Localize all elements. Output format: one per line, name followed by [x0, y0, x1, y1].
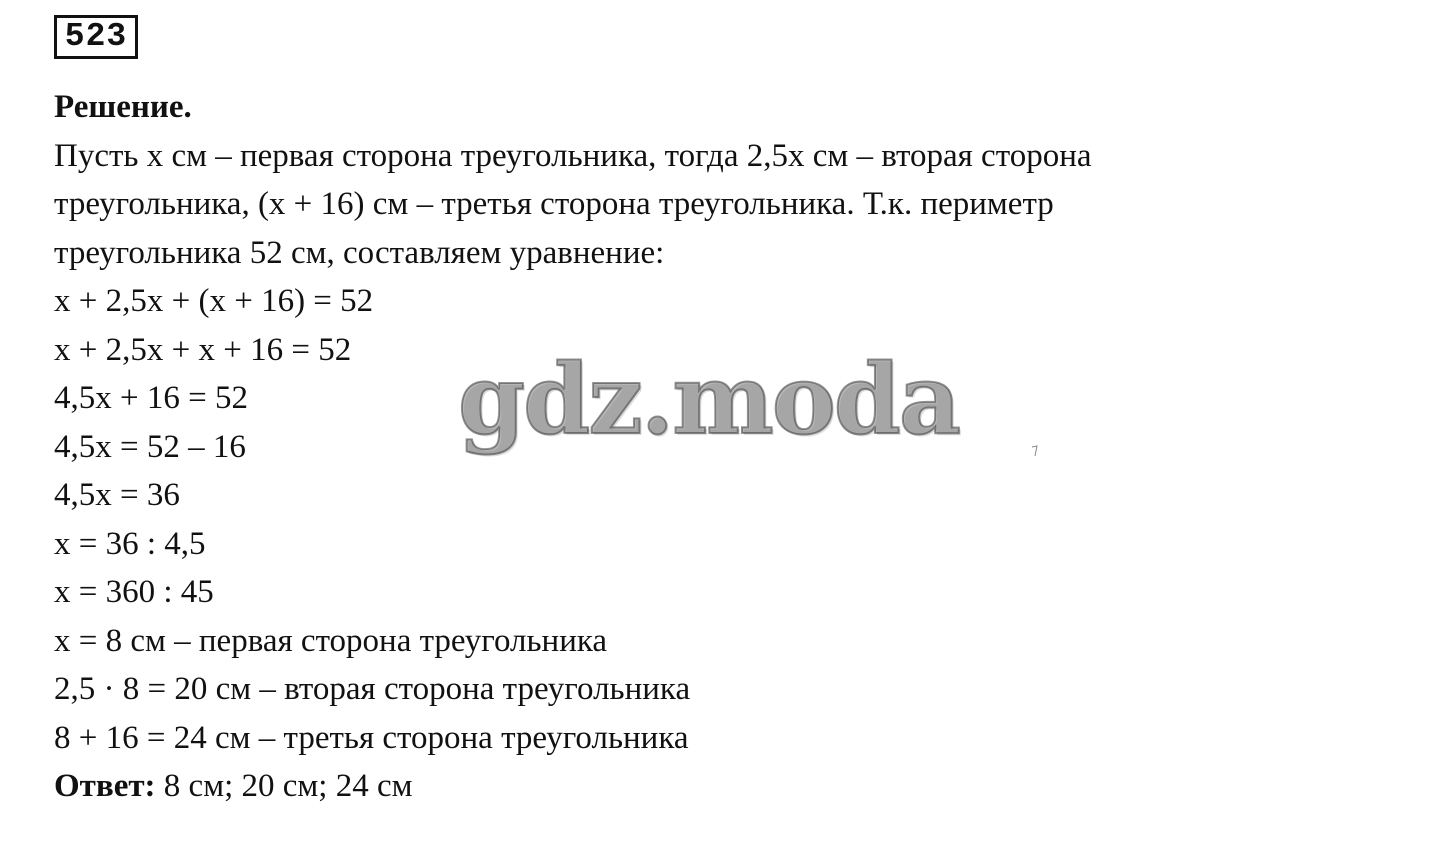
- answer-line: [54, 762, 1384, 811]
- text-line: Пусть x см – первая сторона треугольника, тогда 2,5x см – вторая сторона: [54, 137, 1092, 174]
- equation-line: 8 + 16 = 24 см – третья сторона треугольника: [54, 719, 689, 756]
- equation-line: 4,5x = 52 – 16: [54, 428, 246, 465]
- answer-value: 8 см; 20 см; 24 см: [155, 768, 413, 804]
- equation-line: 2,5 · 8 = 20 см – вторая сторона треугольника: [54, 671, 691, 707]
- equation-line: x = 360 : 45: [54, 574, 214, 610]
- equation-line: x + 2,5x + x + 16 = 52: [54, 331, 352, 368]
- equation-line: x = 8 см – первая сторона треугольника: [54, 622, 608, 659]
- equation-line: 4,5x = 36: [54, 477, 180, 513]
- text-line: треугольника 52 см, составляем уравнение:: [54, 234, 665, 271]
- answer-label: Ответ:: [54, 768, 156, 804]
- equation-line: x = 36 : 4,5: [54, 525, 206, 562]
- text-line: треугольника, (x + 16) см – третья сторона треугольника. Т.к. периметр: [54, 186, 1054, 222]
- watermark: gdz.moda: [458, 343, 960, 456]
- equation-line: 4,5x + 16 = 52: [54, 380, 248, 416]
- solution-body: [54, 83, 1384, 811]
- solution-heading: Решение.: [54, 89, 192, 125]
- stray-mark: [1031, 445, 1038, 457]
- task-number-box: 523: [54, 15, 138, 59]
- equation-line: x + 2,5x + (x + 16) = 52: [54, 283, 374, 319]
